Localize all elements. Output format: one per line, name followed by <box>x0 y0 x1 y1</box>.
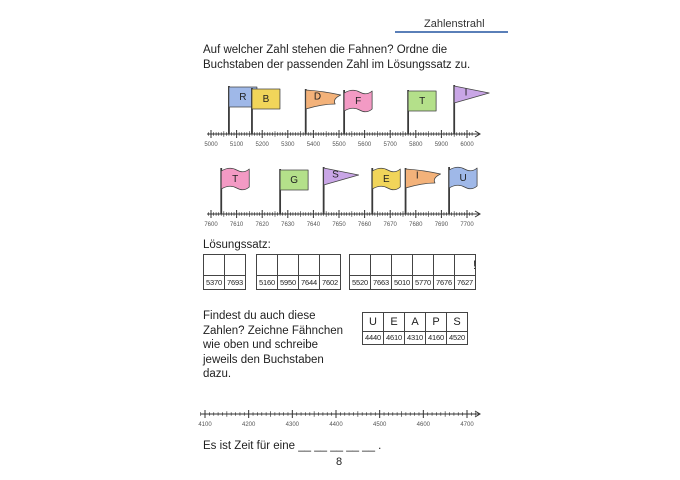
flag-letter: E <box>382 173 390 185</box>
tick-label: 7600 <box>204 222 218 228</box>
task2-letter: U <box>363 312 383 332</box>
solution-cell[interactable] <box>370 254 391 290</box>
task2-number: 4520 <box>447 332 467 345</box>
flag-letter: D <box>313 91 322 103</box>
solution-number: 5010 <box>392 276 412 290</box>
tick-label: 4700 <box>460 422 474 428</box>
task2-cell <box>446 312 468 345</box>
solution-cell[interactable] <box>349 254 370 290</box>
solution-letter-box[interactable] <box>392 254 412 276</box>
solution-group-1 <box>203 254 246 290</box>
page-number: 8 <box>336 456 343 468</box>
solution-letter-box[interactable] <box>413 254 433 276</box>
flag <box>406 168 441 214</box>
solution-number: 7663 <box>371 276 391 290</box>
tick-label: 7650 <box>332 222 346 228</box>
tick-label: 5300 <box>281 142 295 148</box>
task2-letter: S <box>447 312 467 332</box>
solution-cell[interactable] <box>391 254 412 290</box>
flag-cloth <box>406 169 441 188</box>
solution-letter-box[interactable] <box>257 254 277 276</box>
flag-cloth <box>454 86 489 103</box>
solution-cell[interactable] <box>412 254 433 290</box>
flag <box>221 168 249 214</box>
flag <box>324 167 359 214</box>
tick-label: 6000 <box>460 142 474 148</box>
solution-letter-box[interactable] <box>350 254 370 276</box>
task2-cell <box>404 312 425 345</box>
solution-letter-box[interactable] <box>320 254 340 276</box>
flag-letter: F <box>355 95 362 107</box>
tick-label: 7670 <box>383 222 397 228</box>
tick-label: 7620 <box>255 222 269 228</box>
solution-number: 5950 <box>278 276 298 290</box>
tick-label: 5800 <box>409 142 423 148</box>
solution-cell[interactable] <box>433 254 454 290</box>
tick-label: 4100 <box>198 422 212 428</box>
tick-label: 4400 <box>329 422 343 428</box>
flag-cloth <box>306 90 341 109</box>
tick-label: 4300 <box>285 422 300 428</box>
solution-number: 7693 <box>225 276 245 290</box>
flag-letter: U <box>459 172 467 184</box>
tick-label: 4600 <box>416 422 431 428</box>
solution-letter-box[interactable] <box>455 254 475 276</box>
flag-cloth <box>324 168 359 185</box>
number-line-1 <box>204 85 489 148</box>
tick-label: 5000 <box>204 142 218 148</box>
task2-table <box>362 312 468 345</box>
solution-cell[interactable] <box>203 254 224 290</box>
solution-cell[interactable] <box>319 254 341 290</box>
solution-letter-box[interactable] <box>299 254 319 276</box>
solution-number: 5160 <box>257 276 277 290</box>
task2-text: Findest du auch diese Zahlen? Zeichne Fähnchen wie oben und schreibe jeweils den Buchstaben dazu. <box>203 310 344 380</box>
flag-letter: T <box>232 173 239 185</box>
tick-label: 4500 <box>372 422 387 428</box>
task2-number: 4310 <box>405 332 425 345</box>
flag <box>280 169 308 214</box>
page-title: Zahlenstrahl <box>424 18 485 30</box>
task2-cell <box>383 312 404 345</box>
flag-letter: T <box>419 95 426 107</box>
solution-number: 5370 <box>204 276 224 290</box>
solution-letter-box[interactable] <box>278 254 298 276</box>
solution-end-mark: ! <box>473 258 477 272</box>
tick-label: 5200 <box>255 142 269 148</box>
flag-letter: I <box>464 87 468 99</box>
task2-number: 4610 <box>384 332 404 345</box>
flag-letter: I <box>415 170 419 182</box>
flag-letter: S <box>332 169 339 181</box>
tick-label: 7690 <box>434 222 449 228</box>
flag <box>372 168 400 214</box>
solution-number: 7627 <box>455 276 475 290</box>
tick-label: 4200 <box>241 422 256 428</box>
task2-cell <box>362 312 383 345</box>
solution-cell[interactable] <box>277 254 298 290</box>
solution-cell[interactable] <box>224 254 246 290</box>
tick-label: 7700 <box>460 222 474 228</box>
solution-group-2 <box>256 254 341 290</box>
tick-label: 5500 <box>332 142 346 148</box>
task2-letter: A <box>405 312 425 332</box>
tick-label: 5400 <box>306 142 321 148</box>
task2-letter: P <box>426 312 446 332</box>
tick-label: 5900 <box>434 142 449 148</box>
tick-label: 7610 <box>229 222 244 228</box>
solution-number: 5770 <box>413 276 433 290</box>
number-line-3 <box>198 410 480 428</box>
flag <box>408 90 436 134</box>
tick-label: 5700 <box>383 142 397 148</box>
tick-label: 7630 <box>281 222 295 228</box>
flag <box>344 90 372 134</box>
flag <box>449 167 477 214</box>
tick-label: 5100 <box>229 142 244 148</box>
solution-letter-box[interactable] <box>434 254 454 276</box>
number-line-2 <box>204 167 480 228</box>
flag <box>306 89 341 134</box>
solution-cell[interactable] <box>256 254 277 290</box>
tick-label: 7640 <box>306 222 321 228</box>
task2-letter: E <box>384 312 404 332</box>
flag <box>252 88 280 134</box>
instruction-text: Auf welcher Zahl stehen die Fahnen? Ordne die Buchstaben der passenden Zahl im Lösungssatz zu. <box>203 44 471 71</box>
task2-number: 4160 <box>426 332 446 345</box>
solution-letter-box[interactable] <box>204 254 224 276</box>
task2-cell <box>425 312 446 345</box>
solution-number: 7644 <box>299 276 319 290</box>
solution-number: 5520 <box>350 276 370 290</box>
flag <box>454 85 489 134</box>
solution-label: Lösungssatz: <box>203 239 271 251</box>
solution-cell[interactable] <box>298 254 319 290</box>
solution-letter-box[interactable] <box>371 254 391 276</box>
flag-letter: R <box>239 91 247 103</box>
tick-label: 5600 <box>357 142 372 148</box>
flag-letter: G <box>290 174 299 186</box>
task2-number: 4440 <box>363 332 383 345</box>
solution-number: 7676 <box>434 276 454 290</box>
flag-letter: B <box>262 93 270 105</box>
solution-number: 7602 <box>320 276 340 290</box>
tick-label: 7660 <box>357 222 372 228</box>
closing-sentence: Es ist Zeit für eine __ __ __ __ __ . <box>203 440 382 452</box>
solution-group-3 <box>349 254 476 290</box>
solution-letter-box[interactable] <box>225 254 245 276</box>
tick-label: 7680 <box>409 222 423 228</box>
